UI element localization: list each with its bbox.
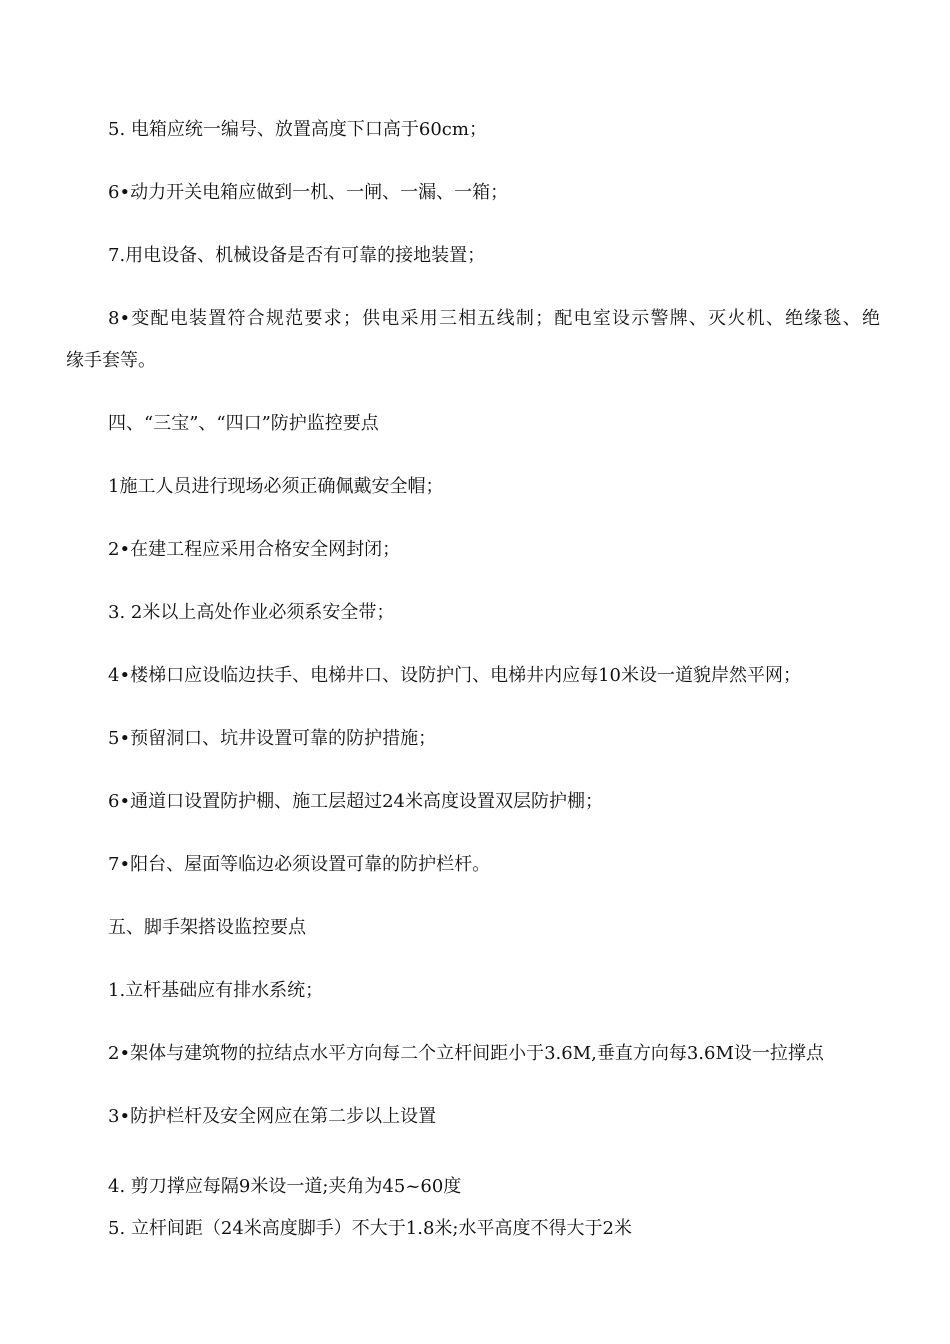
text-line: 1施工人员进行现场必须正确佩戴安全帽；: [108, 476, 444, 497]
text-line: 5. 立杆间距（24米高度脚手）不大于1.8米;水平高度不得大于2米: [108, 1218, 632, 1239]
text-line: 5•预留洞口、坑井设置可靠的防护措施；: [108, 728, 437, 749]
text-line: 4•楼梯口应设临边扶手、电梯井口、设防护门、电梯井内应每10米设一道貌岸然平网；: [108, 665, 801, 686]
text-line: 6•通道口设置防护棚、施工层超过24米高度设置双层防护棚；: [108, 791, 603, 812]
text-line: 2•架体与建筑物的拉结点水平方向每二个立杆间距小于3.6M,垂直方向每3.6M设一拉撑点: [108, 1043, 824, 1064]
text-line: 1.立杆基础应有排水系统；: [108, 980, 324, 1001]
text-line: 7•阳台、屋面等临边必须设置可靠的防护栏杆。: [108, 854, 491, 875]
section-heading: 五、脚手架搭设监控要点: [108, 917, 306, 938]
text-line: 6•动力开关电箱应做到一机、一闸、一漏、一箱；: [108, 182, 509, 203]
text-line: 7.用电设备、机械设备是否有可靠的接地装置；: [108, 245, 486, 266]
text-line: 4. 剪刀撑应每隔9米设一道;夹角为45~60度: [108, 1176, 462, 1197]
text-line: 3•防护栏杆及安全网应在第二步以上设置: [108, 1106, 437, 1127]
text-line-continuation: 缘手套等。: [66, 350, 156, 371]
text-line: 8•变配电装置符合规范要求；供电采用三相五线制；配电室设示警牌、灭火机、绝缘毯、绝: [108, 308, 880, 329]
text-line: 5. 电箱应统一编号、放置高度下口高于60cm；: [108, 119, 487, 140]
text-line: 2•在建工程应采用合格安全网封闭；: [108, 539, 401, 560]
text-line: 3. 2米以上高处作业必须系安全带；: [108, 602, 395, 623]
section-heading: 四、“三宝”、“四口”防护监控要点: [108, 413, 379, 434]
